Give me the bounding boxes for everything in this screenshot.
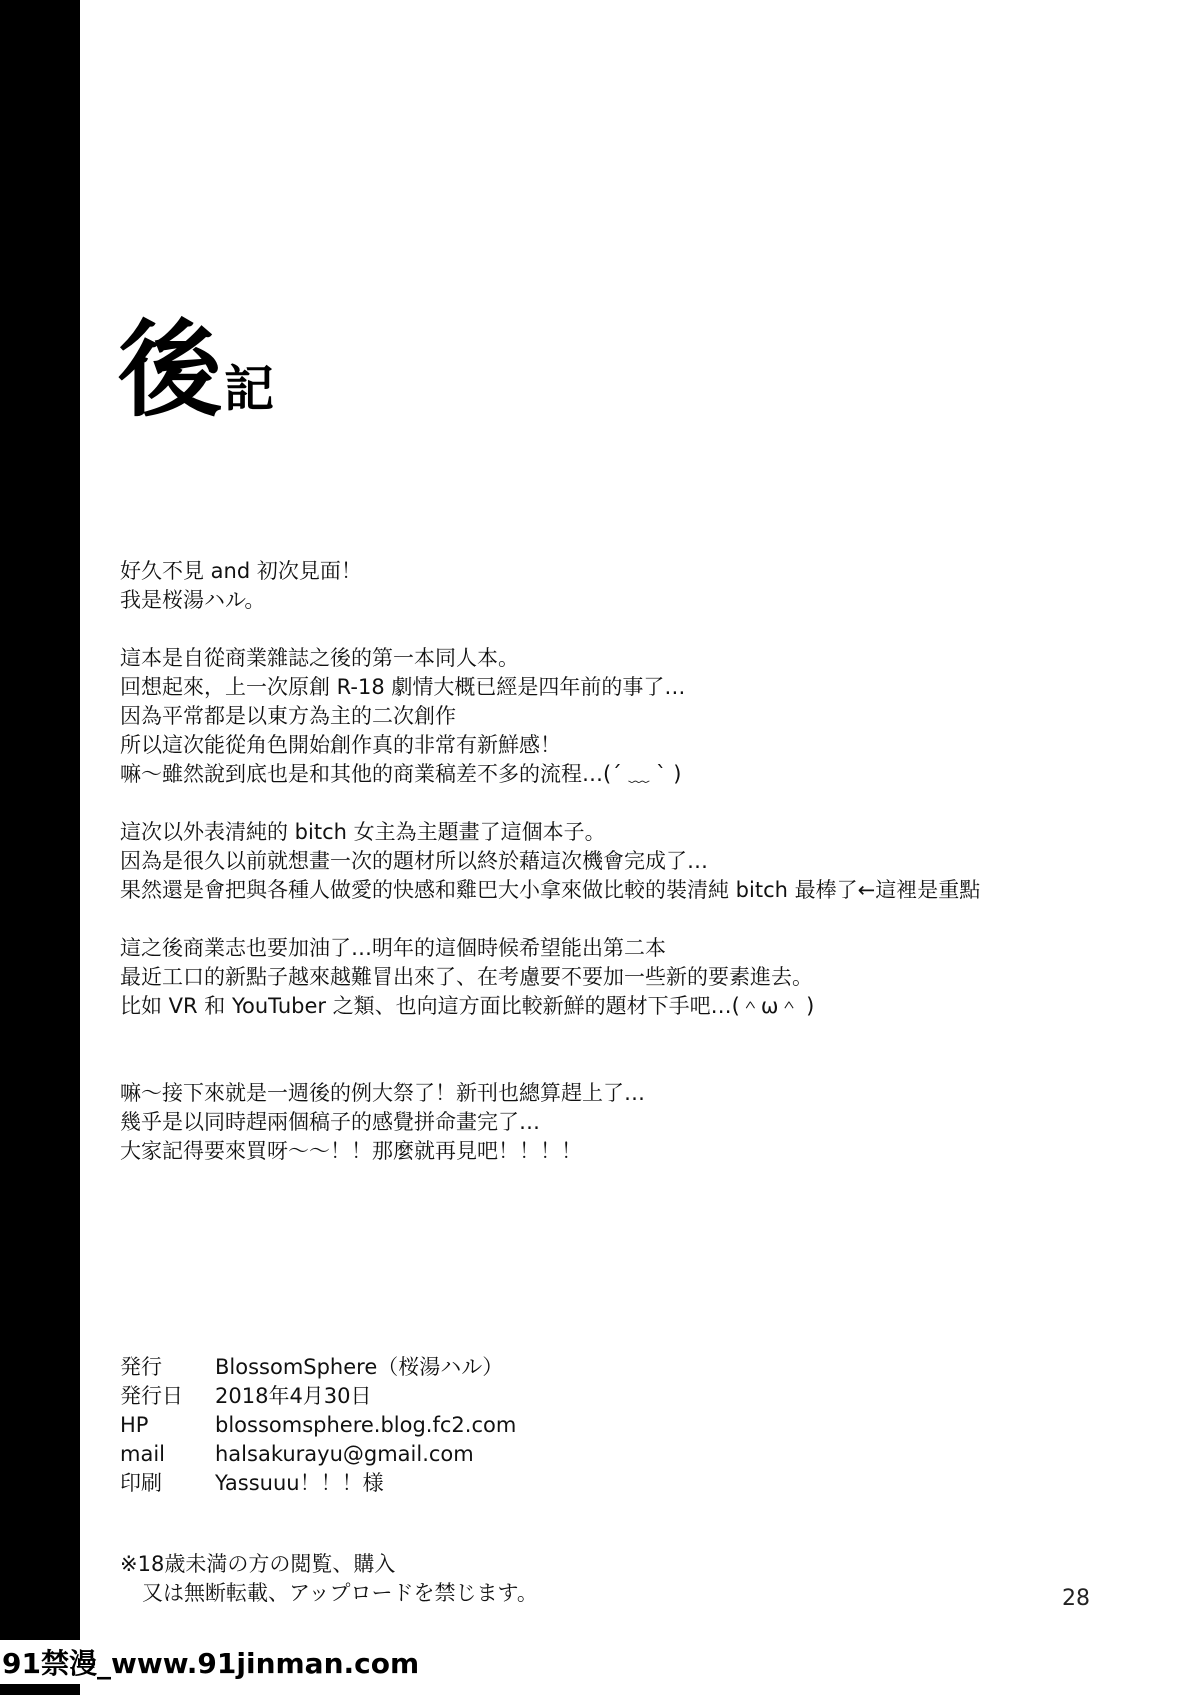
colophon-value: halsakurayu@gmail.com bbox=[215, 1442, 474, 1466]
title-small-char: 記 bbox=[224, 360, 275, 418]
body-line: 嘛～接下來就是一週後的例大祭了！新刊也總算趕上了… bbox=[120, 1081, 645, 1105]
body-line: 因為平常都是以東方為主的二次創作 bbox=[120, 704, 456, 728]
colophon-key: HP bbox=[120, 1413, 149, 1437]
body-line bbox=[120, 905, 1100, 934]
body-line: 因為是很久以前就想畫一次的題材所以終於藉這次機會完成了… bbox=[120, 849, 708, 873]
body-line: 所以這次能從角色開始創作真的非常有新鮮感！ bbox=[120, 733, 561, 757]
colophon bbox=[120, 1353, 516, 1498]
colophon-row-date bbox=[120, 1382, 516, 1411]
body-line bbox=[120, 1050, 1100, 1079]
notice-line-2: 又は無断転載、アップロードを禁じます。 bbox=[142, 1581, 538, 1605]
page-number: 28 bbox=[1062, 1586, 1090, 1611]
colophon-row-mail bbox=[120, 1440, 516, 1469]
body-line: 大家記得要來買呀～～！！那麼就再見吧！！！！ bbox=[120, 1139, 582, 1163]
body-line: 幾乎是以同時趕兩個稿子的感覺拼命畫完了… bbox=[120, 1110, 540, 1134]
colophon-row-homepage bbox=[120, 1411, 516, 1440]
colophon-key: 発行 bbox=[120, 1355, 162, 1379]
body-line: 這次以外表清純的 bitch 女主為主題畫了這個本子。 bbox=[120, 820, 606, 844]
left-margin-bar bbox=[0, 0, 80, 1695]
colophon-value: 2018年4月30日 bbox=[215, 1384, 372, 1408]
colophon-key: 発行日 bbox=[120, 1384, 183, 1408]
body-line: 果然還是會把與各種人做愛的快感和雞巴大小拿來做比較的裝清純 bitch 最棒了←這裡是重點 bbox=[120, 878, 981, 902]
colophon-key: mail bbox=[120, 1442, 165, 1466]
body-line: 好久不見 and 初次見面！ bbox=[120, 559, 362, 583]
notice-line-1: ※18歳未満の方の閲覧、購入 bbox=[120, 1552, 396, 1576]
body-line: 這本是自從商業雜誌之後的第一本同人本。 bbox=[120, 646, 519, 670]
body-line: 這之後商業志也要加油了…明年的這個時候希望能出第二本 bbox=[120, 936, 666, 960]
body-line: 最近工口的新點子越來越難冒出來了、在考慮要不要加一些新的要素進去。 bbox=[120, 965, 813, 989]
body-line: 比如 VR 和 YouTuber 之類、也向這方面比較新鮮的題材下手吧…(＾ω＾ ) bbox=[120, 994, 815, 1018]
body-line: 回想起來，上一次原創 R-18 劇情大概已經是四年前的事了… bbox=[120, 675, 686, 699]
title-big-char: 後 bbox=[118, 309, 223, 431]
colophon-row-publisher bbox=[120, 1353, 516, 1382]
body-line bbox=[120, 1021, 1100, 1050]
colophon-value: Yassuuu！！！様 bbox=[215, 1471, 384, 1495]
colophon-key: 印刷 bbox=[120, 1471, 162, 1495]
colophon-row-printer bbox=[120, 1469, 516, 1498]
afterword-body bbox=[120, 557, 1100, 1166]
page-title bbox=[118, 309, 275, 431]
colophon-value: BlossomSphere（桜湯ハル） bbox=[215, 1355, 504, 1379]
site-watermark: 91禁漫_www.91jinman.com bbox=[0, 1640, 427, 1684]
body-line: 嘛～雖然說到底也是和其他的商業稿差不多的流程…(´ ﹏ ` ) bbox=[120, 762, 682, 786]
colophon-value: blossomsphere.blog.fc2.com bbox=[215, 1413, 517, 1437]
age-restriction-notice bbox=[120, 1550, 538, 1608]
body-line: 我是桜湯ハル。 bbox=[120, 588, 266, 612]
body-line bbox=[120, 789, 1100, 818]
body-line bbox=[120, 615, 1100, 644]
